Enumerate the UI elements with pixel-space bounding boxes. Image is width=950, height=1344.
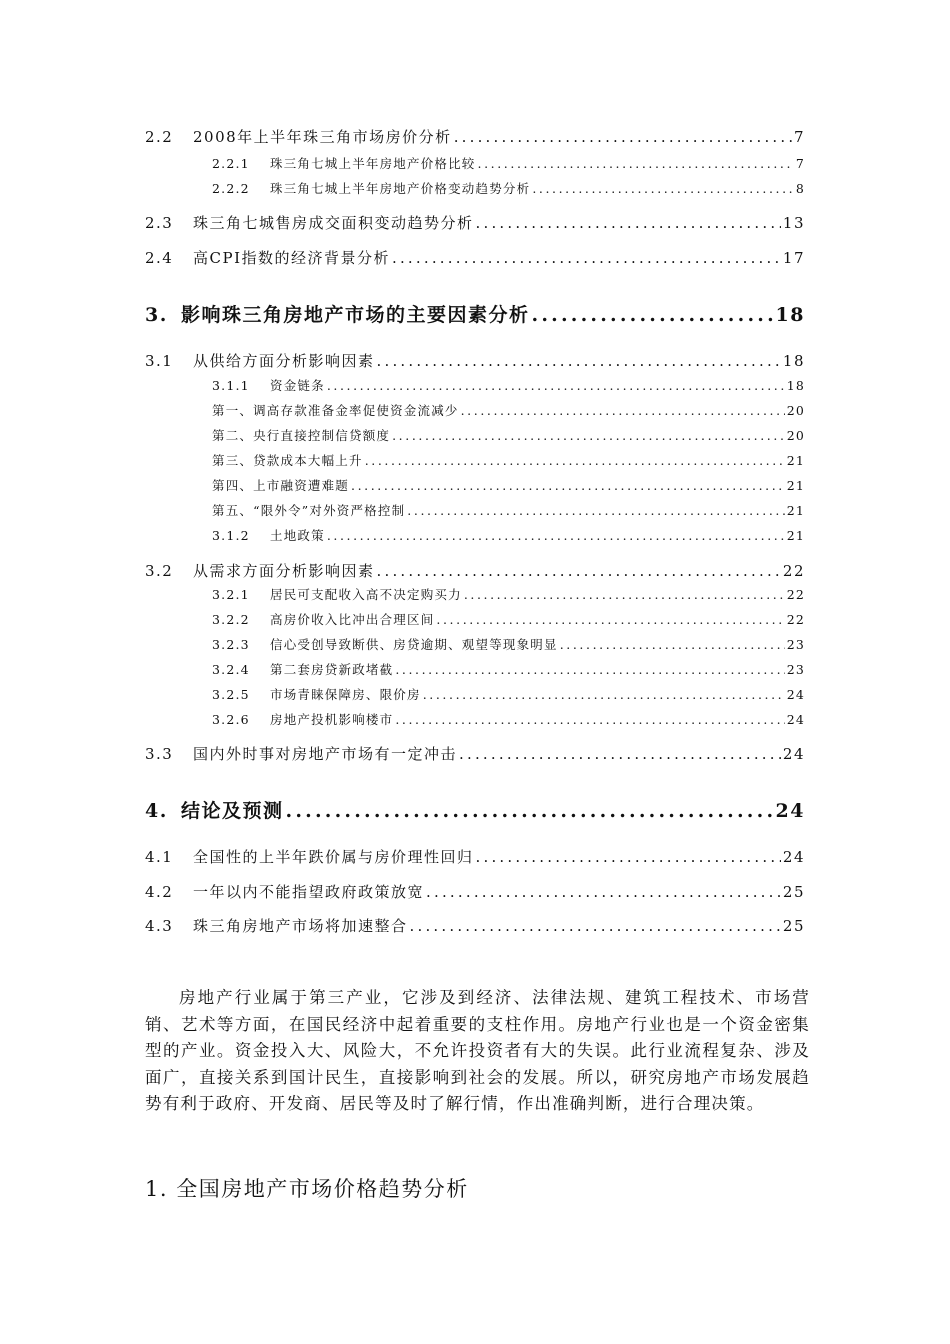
toc-number: 3.3 xyxy=(145,745,174,763)
toc-page-number: 23 xyxy=(786,662,805,677)
toc-entry-4[interactable] xyxy=(145,796,805,823)
intro-paragraph: 房地产行业属于第三产业，它涉及到经济、法律法规、建筑工程技术、市场营销、艺术等方面，在国民经济中起着重要的支柱作用。房地产行业也是一个资金密集型的产业。资金投入大、风险大，不允许投资者有大的失误。此行业流程复杂、涉及面广，直接关系到国计民生，直接影响到社会的发展。所以，研究房地产市场发展趋势有利于政府、开发商、居民等及时了解行情，作出准确判断，进行合理决策。 xyxy=(145,988,810,1113)
toc-number: 3.2.1 xyxy=(212,587,250,602)
toc-title: 影响珠三角房地产市场的主要因素分析 xyxy=(181,304,530,326)
toc-page-number: 17 xyxy=(782,249,805,267)
toc-entry-3-2[interactable] xyxy=(145,560,805,581)
toc-entry-4-2[interactable] xyxy=(145,881,805,902)
toc-title: 珠三角七城上半年房地产价格比较 xyxy=(270,156,476,171)
toc-entry-3-2-2[interactable] xyxy=(212,610,805,628)
toc-title: 高房价收入比冲出合理区间 xyxy=(270,612,435,627)
toc-number: 3.2.4 xyxy=(212,662,250,677)
toc-leader-dots xyxy=(478,156,794,171)
toc-title: 从供给方面分析影响因素 xyxy=(193,352,375,370)
toc-number: 4.3 xyxy=(145,917,174,935)
toc-entry-first[interactable] xyxy=(212,401,805,419)
toc-number: 2.4 xyxy=(145,249,174,267)
toc-page-number: 18 xyxy=(786,378,805,393)
toc-title: 第三、贷款成本大幅上升 xyxy=(212,453,363,468)
toc-page-number: 24 xyxy=(775,800,805,822)
toc-number: 2.2.2 xyxy=(212,181,250,196)
toc-leader-dots xyxy=(423,687,785,702)
toc-title: 第四、上市融资遭难题 xyxy=(212,478,350,493)
toc-page-number: 24 xyxy=(786,712,805,727)
toc-entry-3[interactable] xyxy=(145,300,805,327)
toc-title: 第五、“限外令”对外资严格控制 xyxy=(212,503,406,518)
toc-entry-3-3[interactable] xyxy=(145,743,805,764)
toc-number: 4.1 xyxy=(145,848,174,866)
toc-title: 市场青睐保障房、限价房 xyxy=(270,687,421,702)
toc-number: 3.1.1 xyxy=(212,378,250,393)
toc-number: 3. xyxy=(145,304,168,326)
toc-title: 居民可支配收入高不决定购买力 xyxy=(270,587,462,602)
toc-title: 资金链条 xyxy=(270,378,325,393)
toc-number: 3.2.3 xyxy=(212,637,250,652)
toc-entry-3-2-5[interactable] xyxy=(212,685,805,703)
toc-title: 国内外时事对房地产市场有一定冲击 xyxy=(193,745,458,763)
toc-entry-3-1-1[interactable] xyxy=(212,376,805,394)
toc-page-number: 24 xyxy=(782,848,805,866)
toc-entry-3-2-1[interactable] xyxy=(212,585,805,603)
toc-number: 3.2.6 xyxy=(212,712,250,727)
toc-leader-dots xyxy=(377,562,781,580)
toc-title: 第一、调高存款准备金率促使资金流减少 xyxy=(212,403,459,418)
toc-leader-dots xyxy=(395,712,784,727)
toc-entry-4-3[interactable] xyxy=(145,915,805,936)
toc-title: 第二、央行直接控制信贷额度 xyxy=(212,428,391,443)
toc-page-number: 20 xyxy=(786,428,805,443)
toc-entry-3-2-3[interactable] xyxy=(212,635,805,653)
toc-number: 3.1.2 xyxy=(212,528,250,543)
toc-page-number: 22 xyxy=(786,587,805,602)
toc-number: 4.2 xyxy=(145,883,174,901)
toc-page-number: 18 xyxy=(782,352,805,370)
toc-entry-3-2-6[interactable] xyxy=(212,710,805,728)
toc-title: 高CPI指数的经济背景分析 xyxy=(193,249,390,267)
toc-entry-4-1[interactable] xyxy=(145,846,805,867)
toc-entry-2-2-1[interactable] xyxy=(212,154,805,172)
toc-entry-fourth[interactable] xyxy=(212,476,805,494)
toc-title: 珠三角房地产市场将加速整合 xyxy=(193,917,408,935)
toc-title: 土地政策 xyxy=(270,528,325,543)
toc-leader-dots xyxy=(365,453,785,468)
toc-title: 珠三角七城售房成交面积变动趋势分析 xyxy=(193,214,474,232)
toc-title: 从需求方面分析影响因素 xyxy=(193,562,375,580)
toc-leader-dots xyxy=(476,848,781,866)
toc-page-number: 8 xyxy=(795,181,805,196)
toc-title: 2008年上半年珠三角市场房价分析 xyxy=(193,128,452,146)
toc-number: 3.2.2 xyxy=(212,612,250,627)
toc-title: 房地产投机影响楼市 xyxy=(270,712,394,727)
toc-page-number: 22 xyxy=(782,562,805,580)
toc-number: 3.2.5 xyxy=(212,687,250,702)
toc-entry-2-3[interactable] xyxy=(145,212,805,233)
toc-number: 3.2 xyxy=(145,562,174,580)
toc-page-number: 21 xyxy=(786,503,805,518)
toc-page-number: 18 xyxy=(775,304,805,326)
toc-page-number: 23 xyxy=(786,637,805,652)
toc-leader-dots xyxy=(286,800,774,822)
toc-leader-dots xyxy=(407,503,784,518)
toc-page-number: 21 xyxy=(786,478,805,493)
toc-number: 4. xyxy=(145,800,168,822)
toc-leader-dots xyxy=(532,304,774,326)
toc-entry-3-2-4[interactable] xyxy=(212,660,805,678)
toc-page-number: 24 xyxy=(782,745,805,763)
toc-page-number: 13 xyxy=(782,214,805,232)
toc-entry-2-2[interactable] xyxy=(145,126,805,147)
toc-page-number: 21 xyxy=(786,528,805,543)
toc-page-number: 20 xyxy=(786,403,805,418)
toc-leader-dots xyxy=(410,917,781,935)
toc-page-number: 24 xyxy=(786,687,805,702)
toc-leader-dots xyxy=(454,128,792,146)
toc-number: 3.1 xyxy=(145,352,174,370)
toc-title: 珠三角七城上半年房地产价格变动趋势分析 xyxy=(270,181,531,196)
toc-leader-dots xyxy=(351,478,785,493)
toc-entry-2-4[interactable] xyxy=(145,247,805,268)
toc-page-number: 25 xyxy=(782,917,805,935)
toc-leader-dots xyxy=(327,528,785,543)
toc-number: 2.2.1 xyxy=(212,156,250,171)
toc-page-number: 7 xyxy=(793,128,805,146)
toc-leader-dots xyxy=(327,378,785,393)
toc-number: 2.3 xyxy=(145,214,174,232)
toc-title: 第二套房贷新政堵截 xyxy=(270,662,394,677)
toc-leader-dots xyxy=(476,214,781,232)
toc-title: 全国性的上半年跌价属与房价理性回归 xyxy=(193,848,474,866)
toc-entry-second[interactable] xyxy=(212,426,805,444)
toc-title: 一年以内不能指望政府政策放宽 xyxy=(193,883,425,901)
toc-leader-dots xyxy=(560,637,785,652)
toc-entry-2-2-2[interactable] xyxy=(212,179,805,197)
toc-page-number: 25 xyxy=(782,883,805,901)
toc-leader-dots xyxy=(532,181,794,196)
toc-entry-third[interactable] xyxy=(212,451,805,469)
toc-leader-dots xyxy=(392,428,785,443)
toc-title: 结论及预测 xyxy=(181,800,284,822)
toc-entry-fifth[interactable] xyxy=(212,501,805,519)
toc-page-number: 7 xyxy=(795,156,805,171)
toc-leader-dots xyxy=(459,745,781,763)
toc-entry-3-1[interactable] xyxy=(145,350,805,371)
toc-page-number: 22 xyxy=(786,612,805,627)
toc-number: 2.2 xyxy=(145,128,174,146)
toc-title: 信心受创导致断供、房贷逾期、观望等现象明显 xyxy=(270,637,558,652)
toc-page-number: 21 xyxy=(786,453,805,468)
toc-leader-dots xyxy=(436,612,784,627)
toc-leader-dots xyxy=(377,352,781,370)
toc-leader-dots xyxy=(464,587,785,602)
toc-leader-dots xyxy=(392,249,781,267)
toc-leader-dots xyxy=(461,403,785,418)
toc-leader-dots xyxy=(395,662,784,677)
toc-entry-3-1-2[interactable] xyxy=(212,526,805,544)
section-heading: 1. 全国房地产市场价格趋势分析 xyxy=(145,1177,469,1201)
toc-leader-dots xyxy=(426,883,781,901)
